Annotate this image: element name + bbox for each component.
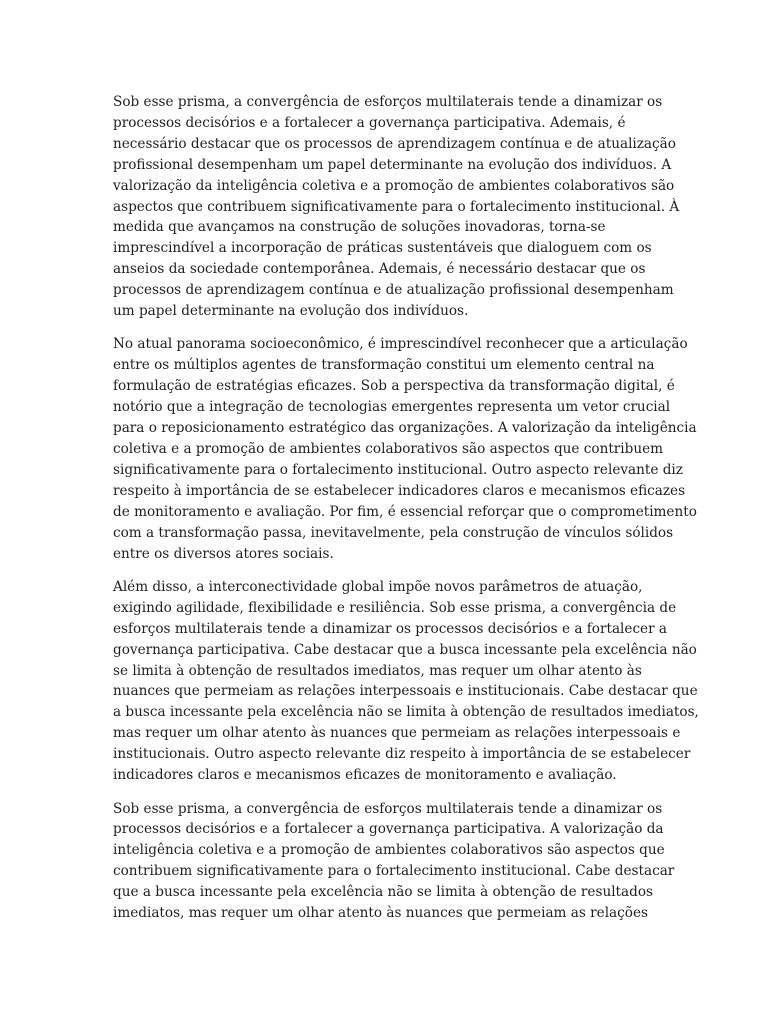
text-line: valorização da inteligência coletiva e a promoção de ambientes colaborativos são <box>113 177 675 194</box>
text-line: formulação de estratégias eficazes. Sob a perspectiva da transformação digital, é <box>113 378 675 395</box>
text-line: um papel determinante na evolução dos indivíduos. <box>113 303 469 320</box>
text-line: medida que avançamos na construção de soluções inovadoras, torna-se <box>113 219 606 236</box>
text-line: para o reposicionamento estratégico das organizações. A valorização da inteligência <box>113 420 697 437</box>
text-line: processos decisórios e a fortalecer a governança participativa. Ademais, é <box>113 114 626 131</box>
paragraph-1 <box>113 92 680 322</box>
text-line: anseios da sociedade contemporânea. Ademais, é necessário destacar que os <box>113 261 646 278</box>
text-line: imprescindível a incorporação de práticas sustentáveis que dialoguem com os <box>113 240 652 257</box>
text-line: exigindo agilidade, flexibilidade e resiliência. Sob esse prisma, a convergência de <box>113 599 677 616</box>
text-line: entre os múltiplos agentes de transformação constitui um elemento central na <box>113 357 655 374</box>
text-line: governança participativa. Cabe destacar que a busca incessante pela excelência não <box>113 641 697 658</box>
text-line: Sob esse prisma, a convergência de esforços multilaterais tende a dinamizar os <box>113 94 663 110</box>
text-line: notório que a integração de tecnologias emergentes representa um vetor crucial <box>113 399 671 416</box>
text-line: contribuem significativamente para o fortalecimento institucional. Cabe destacar <box>113 863 675 880</box>
text-line: a busca incessante pela excelência não se limita à obtenção de resultados imediatos, <box>113 704 699 721</box>
text-line: No atual panorama socioeconômico, é imprescindível reconhecer que a articulação <box>113 336 688 353</box>
text-line: de monitoramento e avaliação. Por fim, é essencial reforçar que o comprometimento <box>113 503 697 520</box>
text-line: se limita à obtenção de resultados imediatos, mas requer um olhar atento às <box>113 662 642 679</box>
text-line: aspectos que contribuem significativamente para o fortalecimento institucional. À <box>113 198 680 215</box>
text-line: imediatos, mas requer um olhar atento às nuances que permeiam as relações <box>113 905 648 922</box>
text-line: coletiva e a promoção de ambientes colaborativos são aspectos que contribuem <box>113 441 664 457</box>
document-body <box>113 92 699 936</box>
paragraph-4 <box>113 799 675 924</box>
text-line: necessário destacar que os processos de aprendizagem contínua e de atualização <box>113 135 676 152</box>
paragraph-2 <box>113 334 697 564</box>
text-line: Além disso, a interconectividade global impõe novos parâmetros de atuação, <box>113 578 643 595</box>
text-line: respeito à importância de se estabelecer indicadores claros e mecanismos eficazes <box>113 482 686 499</box>
text-line: significativamente para o fortalecimento institucional. Outro aspecto relevante diz <box>113 461 683 478</box>
paragraph-3 <box>113 577 699 786</box>
text-line: entre os diversos atores sociais. <box>113 545 334 562</box>
text-line: esforços multilaterais tende a dinamizar os processos decisórios e a fortalecer a <box>113 620 668 637</box>
text-line: indicadores claros e mecanismos eficazes de monitoramento e avaliação. <box>113 767 617 784</box>
text-line: nuances que permeiam as relações interpessoais e institucionais. Cabe destacar que <box>113 683 698 700</box>
text-line: processos decisórios e a fortalecer a governança participativa. A valorização da <box>113 821 664 838</box>
text-line: mas requer um olhar atento às nuances que permeiam as relações interpessoais e <box>113 725 681 742</box>
text-line: inteligência coletiva e a promoção de ambientes colaborativos são aspectos que <box>113 842 665 859</box>
text-line: com a transformação passa, inevitavelmente, pela construção de vínculos sólidos <box>113 524 674 541</box>
text-line: que a busca incessante pela excelência não se limita à obtenção de resultados <box>113 884 653 901</box>
text-line: profissional desempenham um papel determinante na evolução dos indivíduos. A <box>113 156 672 173</box>
text-line: processos de aprendizagem contínua e de atualização profissional desempenham <box>113 282 674 299</box>
text-line: Sob esse prisma, a convergência de esforços multilaterais tende a dinamizar os <box>113 800 663 817</box>
text-line: institucionais. Outro aspecto relevante diz respeito à importância de se estabelecer <box>113 746 691 763</box>
